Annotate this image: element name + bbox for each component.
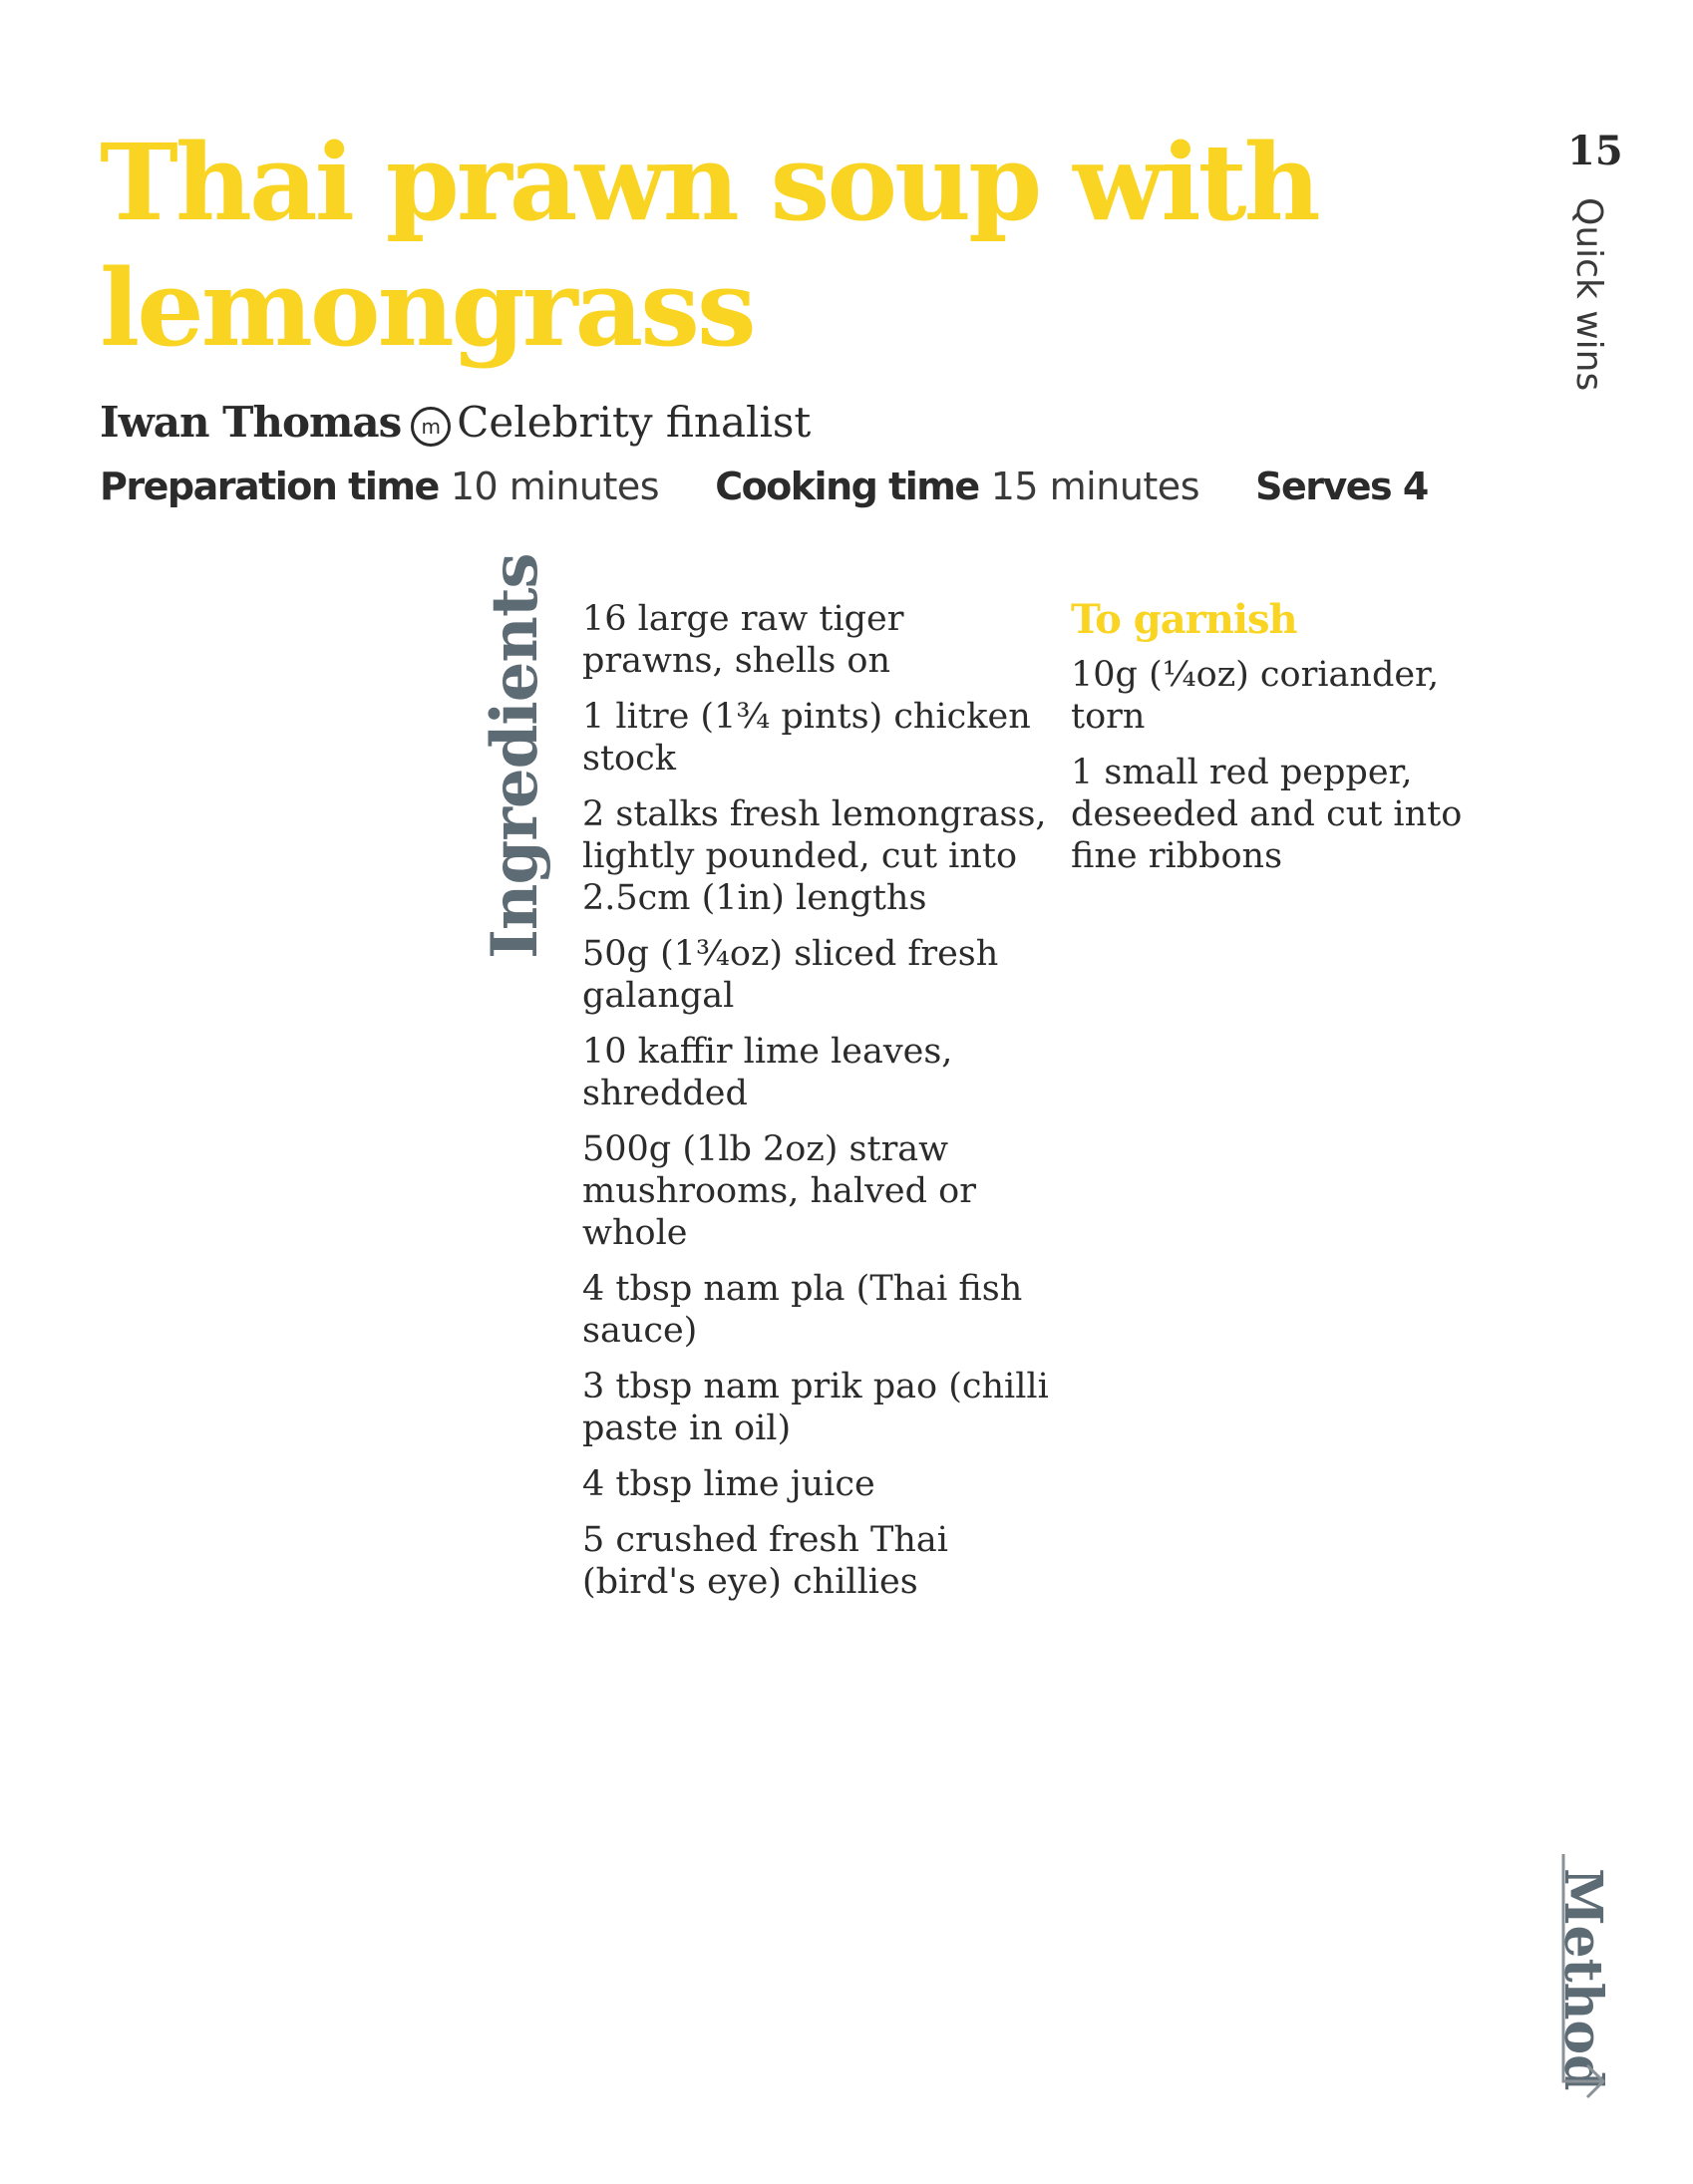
page-number: 15: [1567, 128, 1623, 174]
byline: [100, 395, 811, 451]
garnish-item: 1 small red pepper, deseeded and cut into fine ribbons: [1071, 753, 1463, 876]
ingredient-item: 2 stalks fresh lemongrass, lightly pounded, cut into 2.5cm (1in) lengths: [582, 794, 1047, 918]
masterchef-logo-icon: m: [411, 407, 451, 447]
garnish-heading: To garnish: [1071, 596, 1297, 643]
prep-time-label: Preparation time: [100, 465, 439, 508]
ingredient-item: 10 kaffir lime leaves, shredded: [582, 1032, 953, 1113]
section-tab: Quick wins: [1568, 197, 1609, 392]
ingredient-list: [582, 598, 1051, 1617]
ingredient-item: 3 tbsp nam prik pao (chilli paste in oil): [582, 1367, 1049, 1448]
garnish-list: [1071, 654, 1490, 891]
serves-label: Serves 4: [1255, 465, 1428, 508]
arrow-right-icon[interactable]: [1557, 1850, 1609, 2105]
recipe-title: Thai prawn soup with lemongrass: [100, 120, 1318, 370]
method-tab-label[interactable]: Method: [1552, 1868, 1613, 2091]
ingredient-item: 500g (1lb 2oz) straw mushrooms, halved or whole: [582, 1129, 976, 1253]
ingredient-item: 50g (1¾oz) sliced fresh galangal: [582, 934, 999, 1016]
ingredient-item: 5 crushed fresh Thai (bird's eye) chillies: [582, 1520, 948, 1602]
author-name: Iwan Thomas: [100, 398, 402, 447]
recipe-meta: [100, 461, 1428, 512]
ingredient-item: 1 litre (1¾ pints) chicken stock: [582, 697, 1031, 779]
cook-time-value: 15 minutes: [990, 465, 1199, 508]
garnish-item: 10g (¼oz) coriander, torn: [1071, 655, 1440, 737]
ingredient-item: 4 tbsp nam pla (Thai fish sauce): [582, 1269, 1023, 1351]
cook-time-label: Cooking time: [715, 465, 979, 508]
author-role: Celebrity finalist: [457, 398, 812, 447]
ingredients-heading: Ingredients: [478, 553, 552, 959]
ingredient-item: 4 tbsp lime juice: [582, 1464, 875, 1504]
prep-time-value: 10 minutes: [450, 465, 660, 508]
ingredient-item: 16 large raw tiger prawns, shells on: [582, 599, 904, 681]
